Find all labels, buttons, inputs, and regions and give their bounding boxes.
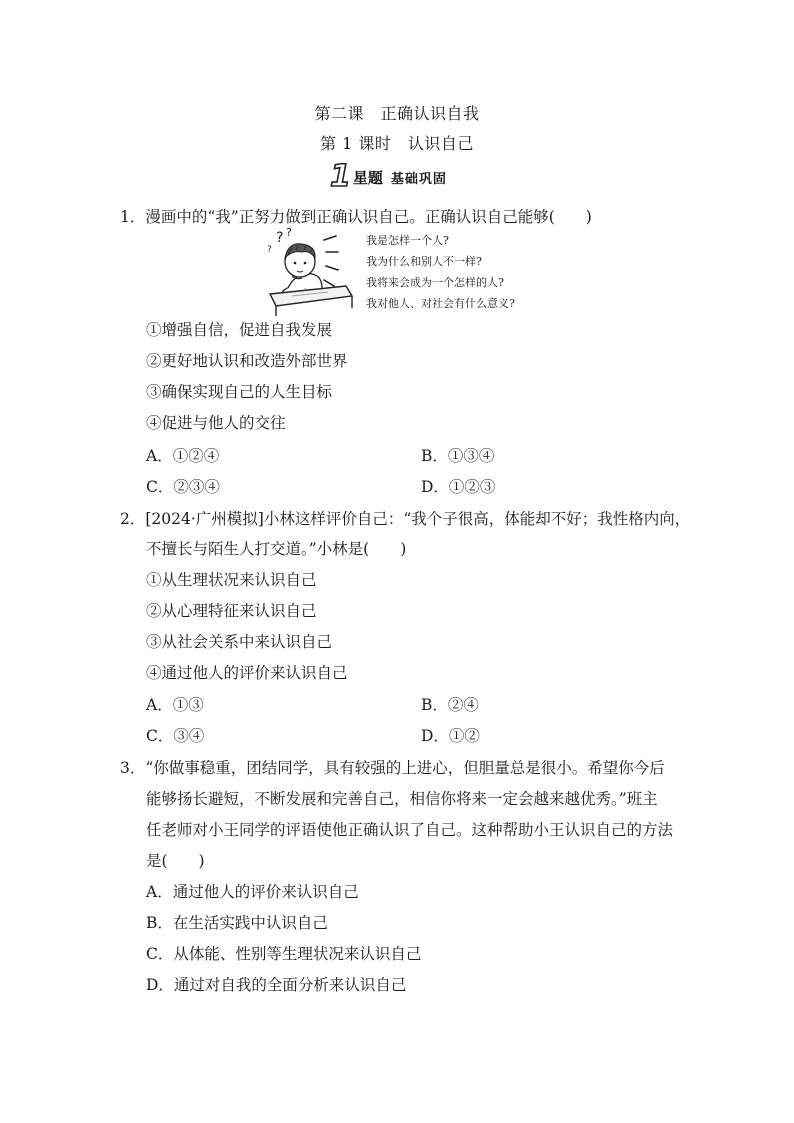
q2-statement: ④通过他人的评价来认识自己: [146, 664, 348, 682]
question-mark-icon: ?: [276, 230, 284, 246]
q2-option-c[interactable]: C．③④: [146, 727, 205, 745]
q3-stem-line2: 能够扬长避短，不断发展和完善自己，相信你将来一定会越来越优秀。”班主: [146, 790, 658, 808]
q2-option-b[interactable]: B．②④: [421, 696, 479, 714]
q3-stem-line3: 任老师对小王同学的评语使他正确认识了自己。这种帮助小王认识自己的方法: [146, 821, 674, 839]
q3-option-c[interactable]: C．从体能、性别等生理状况来认识自己: [146, 945, 422, 963]
q3-option-b[interactable]: B．在生活实践中认识自己: [146, 914, 328, 932]
q2-statement: ②从心理特征来认识自己: [146, 602, 317, 620]
q1-option-d[interactable]: D．①②③: [421, 478, 496, 496]
q2-stem-line1: 2．[2024·广州模拟]小林这样评价自己：“我个子很高，体能却不好；我性格内向，: [120, 510, 691, 528]
q3-stem-line1: 3．“你做事稳重，团结同学，具有较强的上进心，但胆量总是很小。希望你今后: [120, 759, 665, 777]
thought-text: 我为什么和别人不一样?: [366, 255, 482, 268]
thought-text: 我对他人、对社会有什么意义?: [366, 297, 515, 310]
lesson-title: 第二课 正确认识自我: [314, 104, 480, 123]
badge-label: 基础巩固: [390, 171, 447, 187]
q1-statement: ①增强自信，促进自我发展: [146, 321, 333, 339]
thinking-boy-illustration: [262, 226, 358, 318]
q1-option-a[interactable]: A．①②④: [146, 447, 220, 465]
q2-option-a[interactable]: A．①③: [146, 696, 204, 714]
thought-text: 我将来会成为一个怎样的人?: [366, 276, 504, 289]
badge-number: 1: [330, 159, 351, 194]
section-badge: [330, 159, 447, 194]
q3-option-d[interactable]: D．通过对自我的全面分析来认识自己: [146, 976, 407, 994]
q2-statement: ①从生理状况来认识自己: [146, 571, 317, 589]
q3-option-a[interactable]: A．通过他人的评价来认识自己: [146, 883, 359, 901]
q2-option-d[interactable]: D．①②: [421, 727, 480, 745]
q2-stem-line2: 不擅长与陌生人打交道。”小林是( ): [146, 540, 407, 558]
q1-statement: ②更好地认识和改造外部世界: [146, 352, 348, 370]
thought-text: 我是怎样一个人?: [366, 234, 449, 247]
q1-option-c[interactable]: C．②③④: [146, 478, 220, 496]
badge-star-label: 星题: [352, 168, 383, 187]
question-mark-icon: ?: [286, 226, 292, 239]
q1-statement: ③确保实现自己的人生目标: [146, 383, 333, 401]
q2-statement: ③从社会关系中来认识自己: [146, 633, 333, 651]
q1-statement: ④促进与他人的交往: [146, 414, 286, 432]
question-mark-icon: ?: [267, 245, 272, 255]
q1-option-b[interactable]: B．①③④: [421, 447, 495, 465]
q3-stem-line4: 是( ): [146, 852, 205, 870]
q1-stem: 1．漫画中的“我”正努力做到正确认识自己。正确认识自己能够( ): [120, 208, 592, 226]
section-title: 第 1 课时 认识自己: [320, 134, 474, 153]
